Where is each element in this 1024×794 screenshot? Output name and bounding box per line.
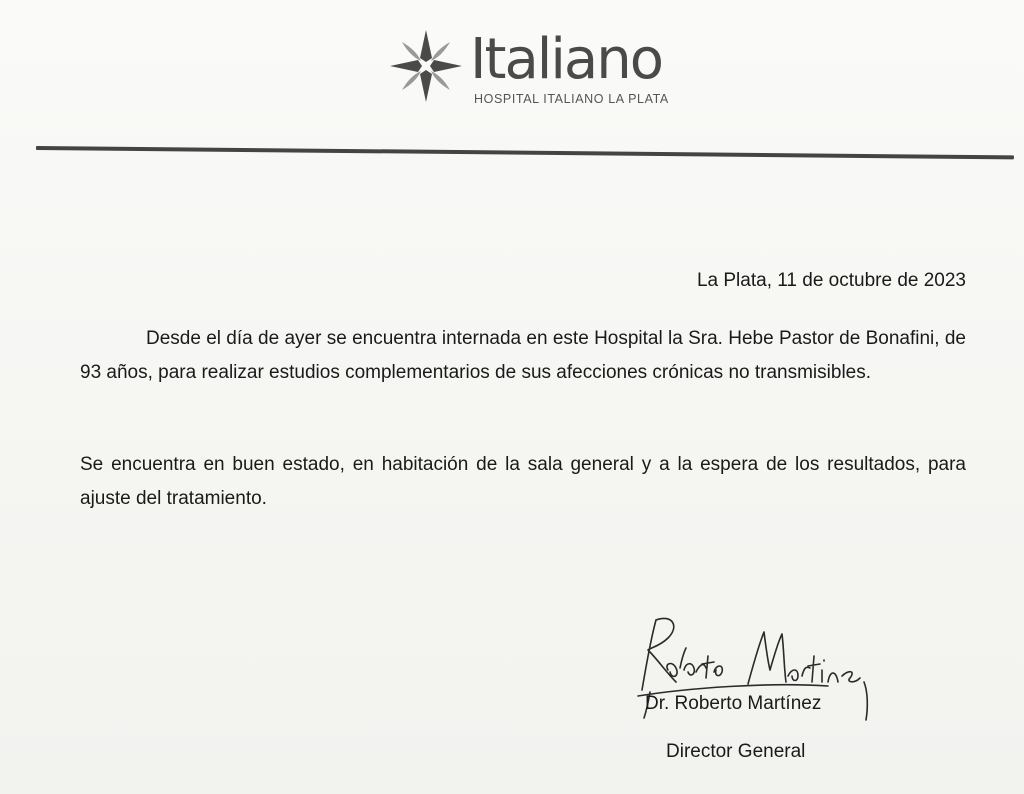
letter-date: La Plata, 11 de octubre de 2023 — [696, 270, 966, 291]
brand-name: Italiano — [470, 27, 662, 92]
signer-name: Dr. Roberto Martínez — [645, 693, 822, 714]
letterhead — [388, 26, 688, 116]
header-divider — [36, 146, 1014, 159]
hospital-cross-logo-icon — [388, 28, 464, 104]
body-paragraph-1: Desde el día de ayer se encuentra internada en este Hospital la Sra. Hebe Pastor de Bonafini, de 93 años, para realizar estudios complementarios de sus afecciones crónicas no transmisibles. — [80, 328, 966, 383]
signer-title: Director General — [666, 741, 806, 762]
body-paragraph-2: Se encuentra en buen estado, en habitación de la sala general y a la espera de los resultados, para ajuste del tratamiento. — [80, 454, 966, 509]
hospital-subtitle: HOSPITAL ITALIANO LA PLATA — [474, 92, 669, 106]
